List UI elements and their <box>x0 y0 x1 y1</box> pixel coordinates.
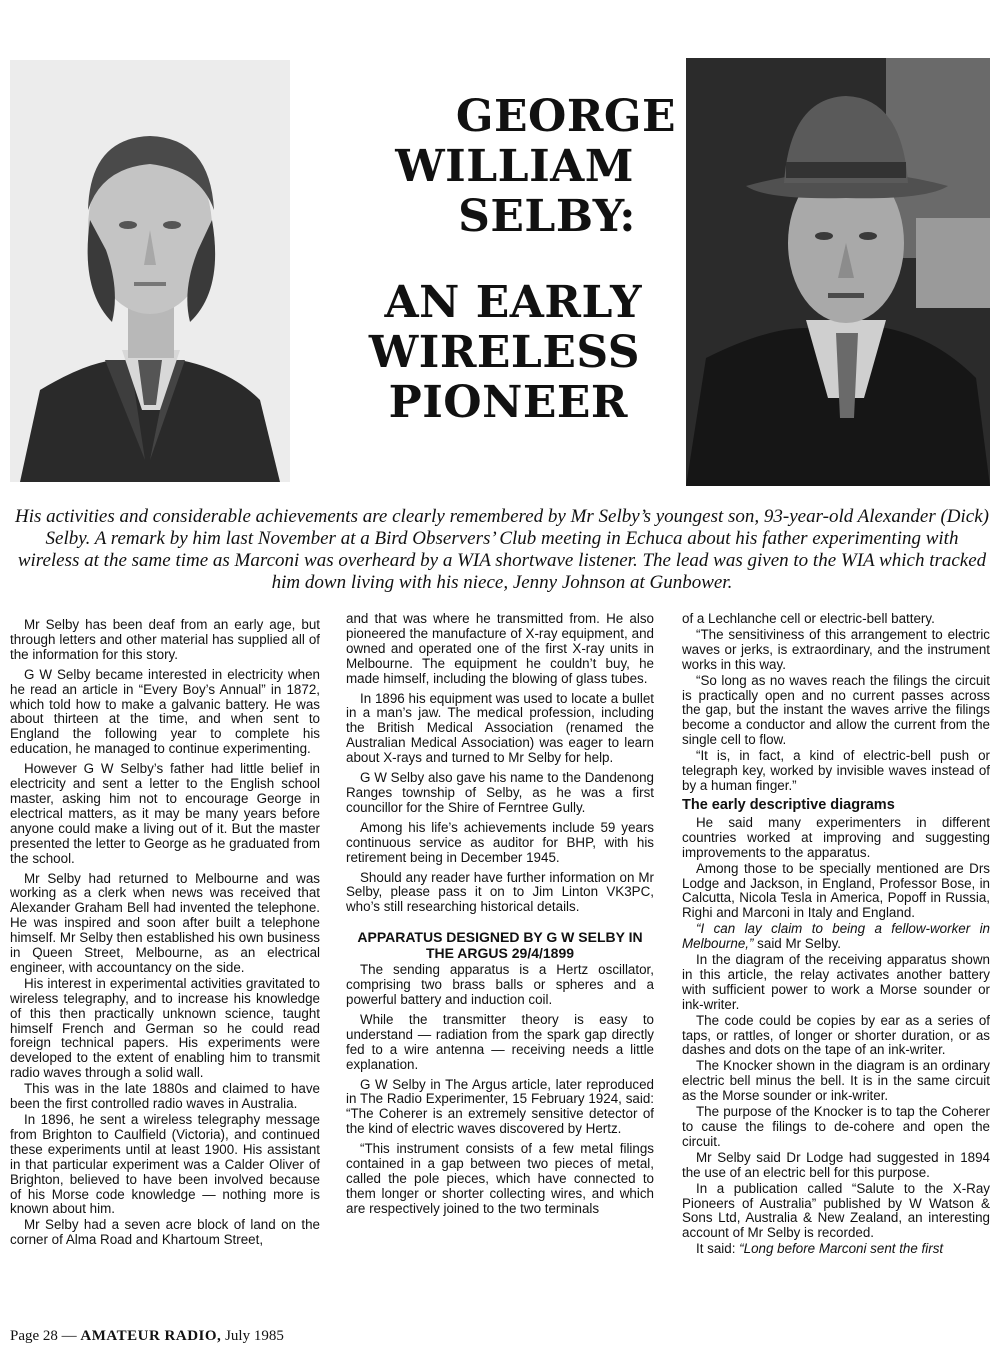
paragraph: of a Lechlanche cell or electric-bell battery. <box>682 611 935 626</box>
title-line-3: SELBY: <box>458 191 636 242</box>
paragraph: This was in the late 1880s and claimed to have been the first controlled radio waves in Australia. <box>10 1081 320 1112</box>
title-line-6: PIONEER <box>388 377 628 428</box>
paragraph: The Knocker shown in the diagram is an ordinary electric bell minus the bell. It is in the same circuit as the Morse sounder or ink-writer. <box>682 1058 990 1104</box>
intro-standfirst: His activities and considerable achievements are clearly remembered by Mr Selby’s youngest son, 93-year-old Alexander (Dick) Selby. A remark by him last November at a Bird Observers’ Club meeting in Echuca about his father experimenting with wireless at the same time as Marconi was overheard by a WIA shortwave listener. The lead was given to the WIA which tracked him down living with his niece, Jenny Johnson at Gunbower. <box>15 506 989 593</box>
paragraph: The sending apparatus is a Hertz oscillator, comprising two brass balls or spheres and a powerful battery and induction coil. <box>346 962 654 1008</box>
paragraph: Mr Selby has been deaf from an early age, but through letters and other material has supplied all of the information for this story. <box>10 617 320 662</box>
quote-tail: said Mr Selby. <box>753 936 842 952</box>
young-selby-portrait <box>10 60 290 482</box>
paragraph: G W Selby in The Argus article, later reproduced in The Radio Experimenter, 15 February 1924, said: “The Coherer is an extremely sensitive detector of the kind of electric waves discovered by Hertz. <box>346 1076 654 1137</box>
last-italic: “Long before Marconi sent the first <box>739 1241 944 1257</box>
paragraph: In 1896, he sent a wireless telegraphy message from Brighton to Caulfield (Victoria), and continued these experiments until at least 1900. His assistant in that particular experiment was a Calder Oliver of Brighton, believed to have been involved because of his Morse code knowledge — nothing more is known about him. <box>10 1112 320 1217</box>
paragraph: While the transmitter theory is easy to understand — radiation from the spark gap directly fed to a wire antenna — receiving needs a little explanation. <box>346 1011 654 1072</box>
column-1 <box>10 618 320 1249</box>
paragraph: “So long as no waves reach the filings the circuit is practically open and no current passes across the gap, but the instant the waves arrive the filings become a conductor and allow the current from the single cell to flow. <box>682 672 990 748</box>
paragraph: Mr Selby said Dr Lodge had suggested in 1894 the use of an electric bell for this purpose. <box>682 1149 990 1180</box>
issue-date: July 1985 <box>221 1328 284 1344</box>
paragraph: However G W Selby’s father had little belief in electricity and sent a letter to the English school master, asking him not to encourage George in electrical matters, as it may be many years before anyone could make a living out of it. But the master presented the letter to George as he graduated from the school. <box>10 761 320 866</box>
title-line-4: AN EARLY <box>384 277 642 328</box>
paragraph: Should any reader have further information on Mr Selby, please pass it on to Jim Linton VK3PC, who’s still researching historical details. <box>346 869 654 915</box>
title-line-5: WIRELESS <box>368 327 640 378</box>
paragraph-quote <box>682 922 990 952</box>
paragraph: In the diagram of the receiving apparatus shown in this article, the relay activates another battery with sufficient power to work a Morse sounder or ink-writer. <box>682 952 990 1012</box>
paragraph: Among his life’s achievements include 59 years continuous service as auditor for BHP, with his retirement being in December 1945. <box>346 819 654 865</box>
section-heading-apparatus: APPARATUS DESIGNED BY G W SELBY IN THE ARGUS 29/4/1899 <box>357 929 643 962</box>
paragraph: He said many experimenters in different countries worked at improving and suggesting improvements to the apparatus. <box>682 814 990 860</box>
title-line-1: GEORGE <box>455 91 676 142</box>
paragraph: The purpose of the Knocker is to tap the Coherer to cause the filings to de-cohere and open the circuit. <box>682 1104 990 1149</box>
quote-italic: “I can lay claim to being a fellow-worker in Melbourne,” <box>682 921 990 952</box>
article-title <box>300 92 676 428</box>
paragraph: The code could be copies by ear as a series of taps, or rattles, of longer or shorter duration, or as dashes and dots on the tape of an ink-writer. <box>682 1012 990 1058</box>
page-number: Page 28 — <box>10 1328 81 1344</box>
paragraph: “The sensitiviness of this arrangement to electric waves or jerks, is extraordinary, and the instrument works in this way. <box>682 626 990 672</box>
paragraph: Mr Selby had returned to Melbourne and was working as a clerk when news was received that Alexander Graham Bell had invented the telephone. He was inspired and soon after built a telephone himself. Mr Selby then established his own business in Queen Street, Melbourne, as an electrical engineer, with accountancy on the side. <box>10 870 320 975</box>
magazine-name: AMATEUR RADIO, <box>80 1328 222 1344</box>
paragraph: “This instrument consists of a few metal filings contained in a gap between two pieces of metal, called the pole pieces, which have connected to them longer or shorter collecting wires, and which are respectively joined to the two terminals <box>346 1141 654 1216</box>
elderly-selby-portrait <box>686 58 990 486</box>
paragraph: His interest in experimental activities gravitated to wireless telegraphy, and to increase his knowledge of this then practically unknown science, taught himself French and German so he could read foreign technical papers. His experiments were developed to the extent of enabling him to transmit radio waves through a solid wall. <box>10 975 320 1081</box>
paragraph: In 1896 his equipment was used to locate a bullet in a man’s jaw. The medical profession, including the British Medical Association (renamed the Australian Medical Association) was eager to learn about X-rays and turned to Mr Selby for help. <box>346 690 654 766</box>
paragraph: “It is, in fact, a kind of electric-bell push or telegraph key, worked by invisible waves instead of by a human finger.” <box>682 748 990 793</box>
page-footer <box>10 1327 284 1345</box>
column-2 <box>346 612 654 1218</box>
paragraph: Among those to be specially mentioned are Drs Lodge and Jackson, in England, Professor Bose, in Calcutta, Nicola Tesla in America, Popoff in Russia, Righi and Marconi in Italy and England. <box>682 860 990 921</box>
paragraph: G W Selby became interested in electricity when he read an article in “Every Boy’s Annual” in 1872, which told how to make a galvanic battery. He was about thirteen at the time, and when sent to England the following year to complete his education, he managed to continue experimenting. <box>10 666 320 757</box>
paragraph-last <box>682 1242 990 1257</box>
paragraph: and that was where he transmitted from. He also pioneered the manufacture of X-ray equipment, and owned and operated one of the first X-ray units in Melbourne. The equipment he couldn’t buy, he made himself, including the blowing of glass tubes. <box>346 611 654 686</box>
paragraph: In a publication called “Salute to the X-Ray Pioneers of Australia” published by W Watson & Sons Ltd, Australia & New Zealand, an interesting account of Mr Selby is recorded. <box>682 1180 990 1241</box>
column-3 <box>682 612 990 1258</box>
title-line-2: WILLIAM <box>395 141 634 192</box>
paragraph: G W Selby also gave his name to the Dandenong Ranges township of Selby, as he was a first councillor for the Shire of Ferntree Gully. <box>346 770 654 815</box>
section-heading-diagrams: The early descriptive diagrams <box>682 796 895 813</box>
last-lead: It said: <box>696 1241 740 1257</box>
paragraph: Mr Selby had a seven acre block of land on the corner of Alma Road and Khartoum Street, <box>10 1217 320 1248</box>
